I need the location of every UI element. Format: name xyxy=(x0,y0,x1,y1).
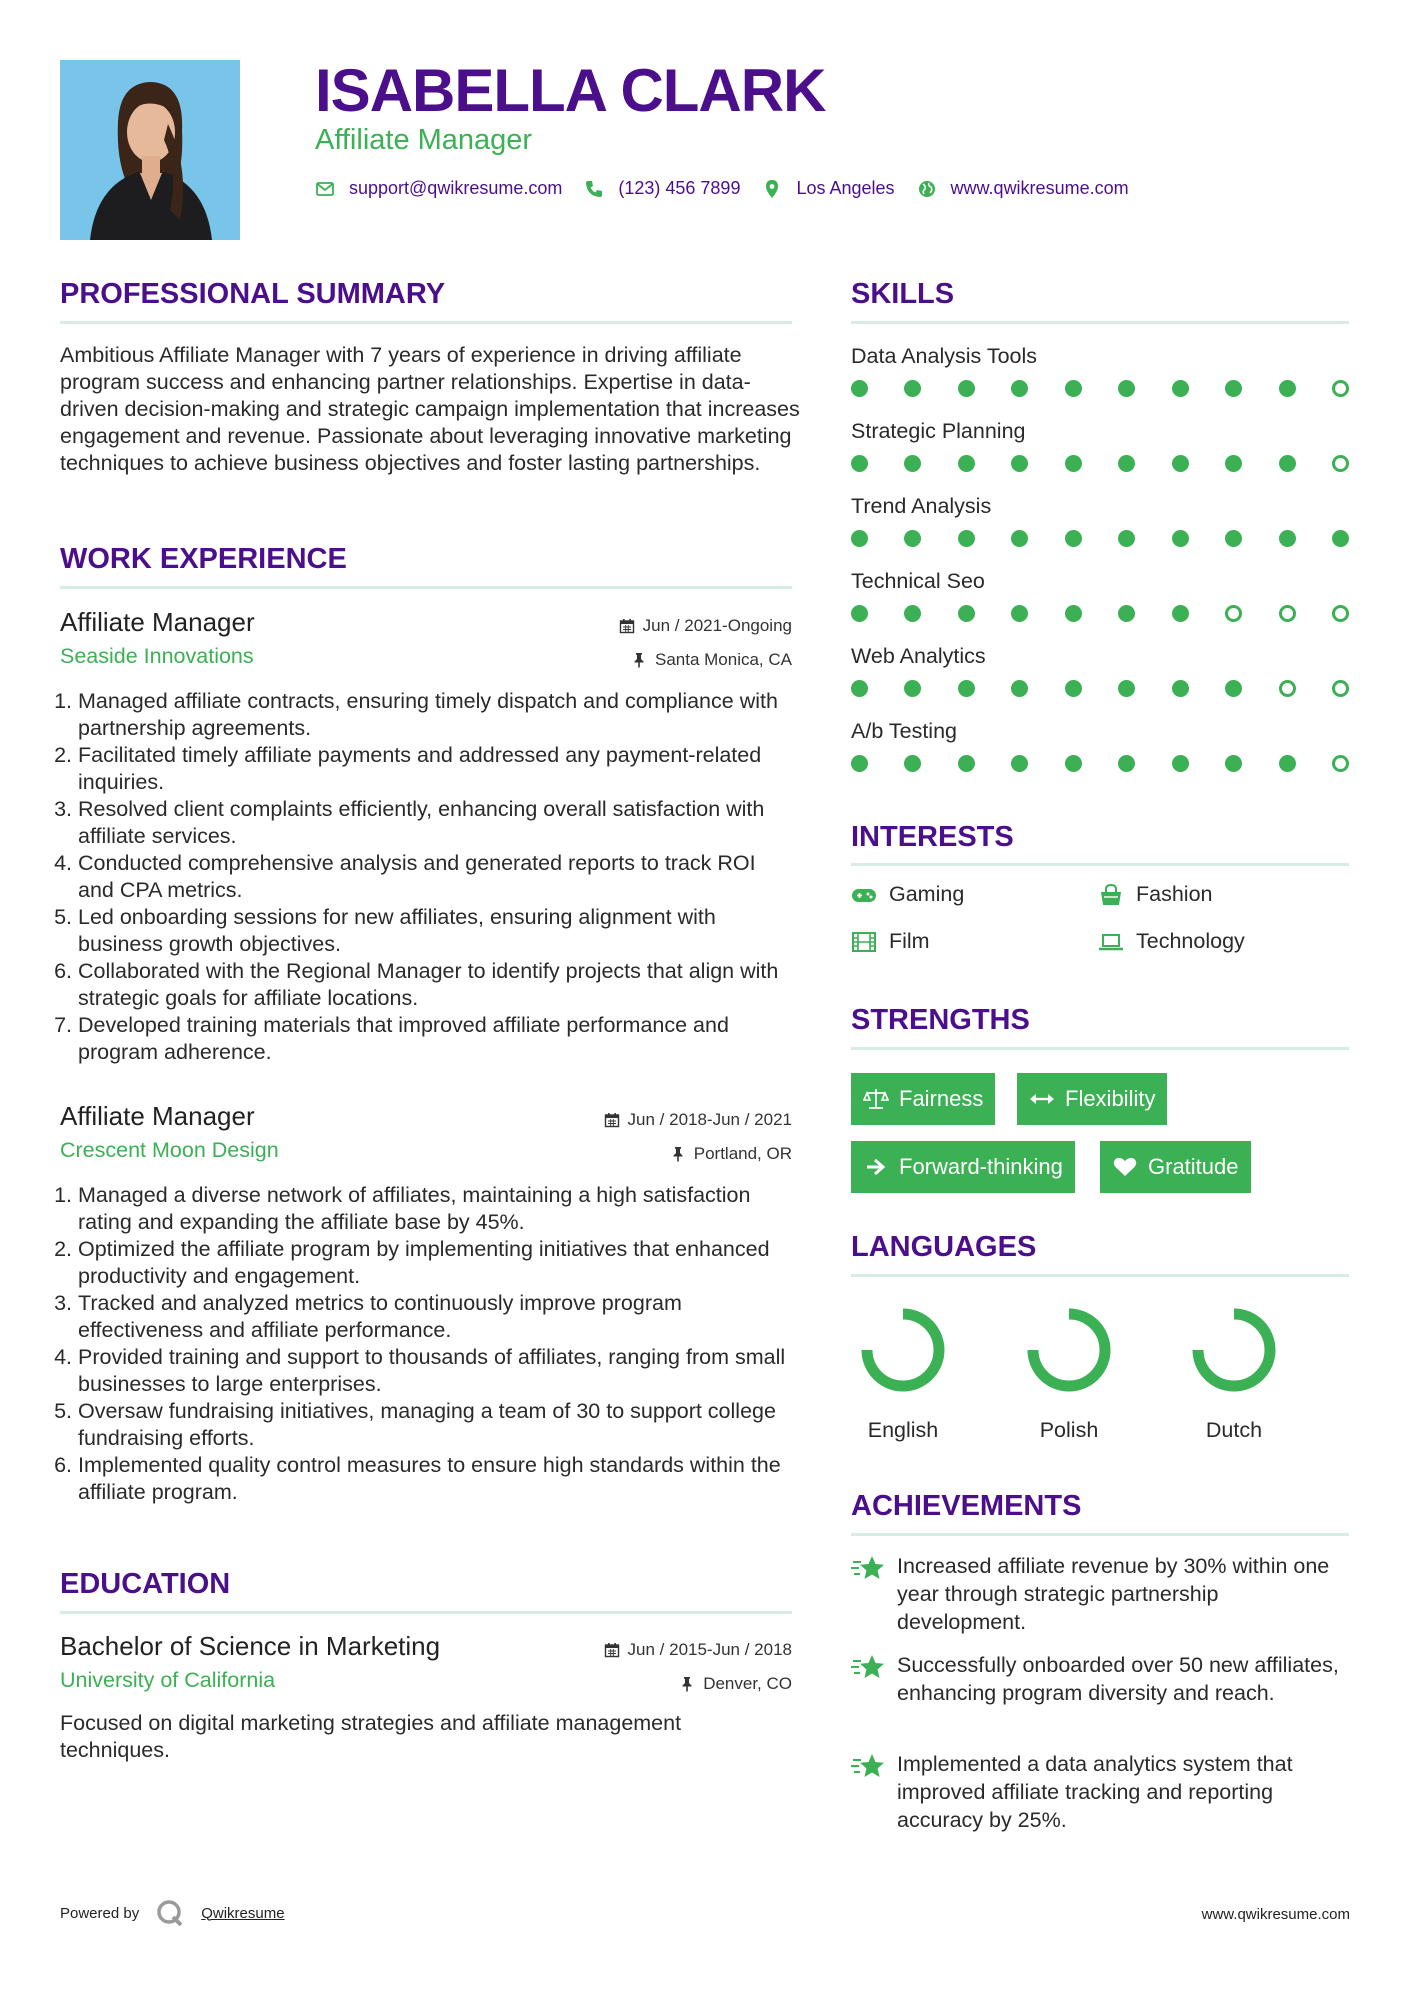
strengths-divider xyxy=(851,1047,1349,1050)
rating-dot-filled xyxy=(1279,755,1296,772)
rating-dot-filled xyxy=(1225,455,1242,472)
list-item: 4. Conducted comprehensive analysis and generated reports to track ROI and CPA metrics. xyxy=(78,850,792,904)
language-progress-ring xyxy=(853,1300,953,1400)
rating-dot-filled xyxy=(1011,605,1028,622)
interest-label: Technology xyxy=(1136,929,1245,953)
strength-label: Gratitude xyxy=(1148,1154,1239,1179)
language-item xyxy=(1009,1300,1129,1443)
contact-phone[interactable] xyxy=(584,178,740,199)
shopping-bag-icon xyxy=(1098,884,1124,906)
rating-dot-filled xyxy=(1011,530,1028,547)
language-item xyxy=(843,1300,963,1443)
rating-dot-filled xyxy=(1065,380,1082,397)
interests-divider xyxy=(851,863,1349,866)
skill-name: Trend Analysis xyxy=(851,494,992,518)
job-date xyxy=(604,1110,792,1130)
contact-phone-text: (123) 456 7899 xyxy=(618,178,741,198)
skill-name: A/b Testing xyxy=(851,719,957,743)
skill-rating xyxy=(851,605,1349,622)
strength-label: Forward-thinking xyxy=(899,1154,1063,1179)
calendar-icon xyxy=(604,1112,620,1128)
arrow-right-icon xyxy=(863,1155,889,1179)
footer-website[interactable]: www.qwikresume.com xyxy=(1201,1906,1350,1923)
job-company: Crescent Moon Design xyxy=(60,1138,279,1162)
job-bullets xyxy=(60,688,792,1066)
rating-dot-filled xyxy=(1279,530,1296,547)
rating-dot-filled xyxy=(958,755,975,772)
experience-divider xyxy=(60,586,792,589)
calendar-icon xyxy=(604,1642,620,1658)
summary-text: Ambitious Affiliate Manager with 7 years of experience in driving affiliate program success and enhancing partner relationships. Expertise in data-driven decision-making and strategic campaign implementation that increases engagement and revenue. Passionate about leveraging innovative marketing techniques to achieve business objectives and foster lasting partnerships. xyxy=(60,343,800,475)
achievement-item xyxy=(851,1552,1351,1636)
strength-label: Flexibility xyxy=(1065,1086,1156,1111)
skill-name: Data Analysis Tools xyxy=(851,344,1038,368)
rating-dot-filled xyxy=(1118,530,1135,547)
rating-dot-filled xyxy=(1332,530,1349,547)
candidate-role: Affiliate Manager xyxy=(315,124,533,156)
rating-dot-filled xyxy=(1065,605,1082,622)
rating-dot-filled xyxy=(851,755,868,772)
strength-tag-forward-thinking xyxy=(851,1141,1075,1193)
skill-rating xyxy=(851,380,1349,397)
language-progress-arc xyxy=(1198,1314,1270,1386)
skill-item xyxy=(851,492,1351,547)
job-location-text: Santa Monica, CA xyxy=(654,650,792,669)
education-date-text: Jun / 2015-Jun / 2018 xyxy=(627,1640,792,1659)
rating-dot-filled xyxy=(1118,755,1135,772)
list-item: 1. Managed affiliate contracts, ensuring timely dispatch and compliance with partnership agreements. xyxy=(78,688,792,742)
film-icon xyxy=(851,931,877,953)
footer-powered-by xyxy=(60,1898,285,1928)
skills-divider xyxy=(851,321,1349,324)
rating-dot-filled xyxy=(851,455,868,472)
achievement-item xyxy=(851,1651,1351,1707)
rating-dot-filled xyxy=(1172,455,1189,472)
achievement-text: Successfully onboarded over 50 new affiliates, enhancing program diversity and reach. xyxy=(897,1653,1339,1705)
list-item: 6. Collaborated with the Regional Manager to identify projects that align with strategic goals for affiliate locations. xyxy=(78,958,792,1012)
rating-dot-filled xyxy=(904,455,921,472)
rating-dot-filled xyxy=(851,605,868,622)
job-location-text: Portland, OR xyxy=(693,1144,792,1163)
education-school: University of California xyxy=(60,1668,276,1692)
language-progress-ring xyxy=(1184,1300,1284,1400)
language-item xyxy=(1174,1300,1294,1443)
rating-dot-filled xyxy=(1118,680,1135,697)
skill-name: Web Analytics xyxy=(851,644,986,668)
list-item: 5. Led onboarding sessions for new affiliates, ensuring alignment with business growth objectives. xyxy=(78,904,792,958)
list-item: 4. Provided training and support to thousands of affiliates, ranging from small businesses to large enterprises. xyxy=(78,1344,792,1398)
rating-dot-filled xyxy=(1172,530,1189,547)
skill-rating xyxy=(851,530,1349,547)
powered-by-text: Powered by xyxy=(60,1904,140,1922)
job-company: Seaside Innovations xyxy=(60,644,254,668)
rating-dot-filled xyxy=(904,380,921,397)
star-award-icon xyxy=(851,1554,885,1584)
skill-rating xyxy=(851,680,1349,697)
job-title: Affiliate Manager xyxy=(60,607,255,637)
job-date xyxy=(619,616,792,636)
rating-dot-filled xyxy=(1011,755,1028,772)
contact-website-text: www.qwikresume.com xyxy=(950,178,1129,198)
star-award-icon xyxy=(851,1752,885,1782)
candidate-name: ISABELLA CLARK xyxy=(315,57,826,124)
pushpin-icon xyxy=(679,1676,695,1692)
job-title: Affiliate Manager xyxy=(60,1101,255,1131)
list-item: 5. Oversaw fundraising initiatives, managing a team of 30 to support college fundraising efforts. xyxy=(78,1398,792,1452)
skill-item xyxy=(851,417,1351,472)
skill-item xyxy=(851,642,1351,697)
job-bullets xyxy=(60,1182,792,1506)
rating-dot-filled xyxy=(958,605,975,622)
education-location xyxy=(679,1674,792,1694)
rating-dot-empty xyxy=(1332,455,1349,472)
achievement-item xyxy=(851,1750,1351,1834)
skill-name: Strategic Planning xyxy=(851,419,1026,443)
contact-website[interactable] xyxy=(917,178,1129,199)
rating-dot-filled xyxy=(1225,530,1242,547)
contact-email[interactable] xyxy=(315,178,562,199)
summary-heading: PROFESSIONAL SUMMARY xyxy=(60,278,446,310)
rating-dot-filled xyxy=(1065,755,1082,772)
rating-dot-filled xyxy=(851,530,868,547)
pushpin-icon xyxy=(631,652,647,668)
experience-heading: WORK EXPERIENCE xyxy=(60,543,347,575)
language-name: Dutch xyxy=(1205,1418,1263,1442)
strength-tag-gratitude xyxy=(1100,1141,1251,1193)
heart-icon xyxy=(1112,1155,1138,1179)
education-location-text: Denver, CO xyxy=(703,1674,792,1693)
education-date xyxy=(604,1640,792,1660)
arrows-horizontal-icon xyxy=(1029,1087,1055,1111)
list-item: 3. Resolved client complaints efficiently, enhancing overall satisfaction with affiliate services. xyxy=(78,796,792,850)
rating-dot-filled xyxy=(1279,455,1296,472)
strengths-heading: STRENGTHS xyxy=(851,1004,1030,1036)
laptop-icon xyxy=(1098,931,1124,953)
rating-dot-filled xyxy=(1065,455,1082,472)
globe-icon xyxy=(917,179,937,199)
achievement-text: Implemented a data analytics system that improved affiliate tracking and reporting accuracy by 25%. xyxy=(897,1752,1293,1832)
rating-dot-filled xyxy=(904,680,921,697)
rating-dot-empty xyxy=(1332,605,1349,622)
interest-gaming xyxy=(851,882,964,907)
rating-dot-filled xyxy=(851,380,868,397)
rating-dot-empty xyxy=(1225,605,1242,622)
rating-dot-filled xyxy=(1225,380,1242,397)
list-item: 6. Implemented quality control measures to ensure high standards within the affiliate program. xyxy=(78,1452,792,1506)
strength-label: Fairness xyxy=(899,1086,984,1111)
interest-film xyxy=(851,929,930,954)
job-entry xyxy=(60,606,792,1066)
language-progress-arc xyxy=(867,1314,939,1386)
job-entry xyxy=(60,1100,792,1506)
map-pin-icon xyxy=(762,179,782,199)
rating-dot-filled xyxy=(1172,680,1189,697)
languages-divider xyxy=(851,1274,1349,1277)
contact-email-text: support@qwikresume.com xyxy=(349,178,563,198)
rating-dot-filled xyxy=(1118,605,1135,622)
skills-heading: SKILLS xyxy=(851,278,955,310)
rating-dot-filled xyxy=(1118,455,1135,472)
list-item: 3. Tracked and analyzed metrics to continuously improve program effectiveness and affiliate performance. xyxy=(78,1290,792,1344)
achievement-text: Increased affiliate revenue by 30% within one year through strategic partnership development. xyxy=(897,1554,1330,1634)
summary-divider xyxy=(60,321,792,324)
interest-label: Gaming xyxy=(889,882,965,906)
language-name: English xyxy=(867,1418,939,1442)
job-date-text: Jun / 2018-Jun / 2021 xyxy=(627,1110,792,1129)
rating-dot-filled xyxy=(1225,680,1242,697)
rating-dot-filled xyxy=(958,530,975,547)
interest-technology xyxy=(1098,929,1245,954)
job-date-text: Jun / 2021-Ongoing xyxy=(642,616,792,635)
strength-tag-flexibility xyxy=(1017,1073,1167,1125)
list-item: 2. Facilitated timely affiliate payments and addressed any payment-related inquiries. xyxy=(78,742,792,796)
skill-item xyxy=(851,717,1351,772)
rating-dot-filled xyxy=(1172,605,1189,622)
rating-dot-filled xyxy=(958,455,975,472)
skill-item xyxy=(851,567,1351,622)
profile-photo xyxy=(60,60,240,240)
list-item: 7. Developed training materials that improved affiliate performance and program adherence. xyxy=(78,1012,792,1066)
interest-fashion xyxy=(1098,882,1213,907)
rating-dot-empty xyxy=(1332,755,1349,772)
rating-dot-filled xyxy=(958,380,975,397)
rating-dot-empty xyxy=(1332,380,1349,397)
rating-dot-filled xyxy=(958,680,975,697)
language-progress-ring xyxy=(1019,1300,1119,1400)
skill-name: Technical Seo xyxy=(851,569,985,593)
skill-rating xyxy=(851,455,1349,472)
rating-dot-filled xyxy=(904,605,921,622)
education-heading: EDUCATION xyxy=(60,1568,231,1600)
rating-dot-filled xyxy=(1011,380,1028,397)
skill-item xyxy=(851,342,1351,397)
language-progress-arc xyxy=(1033,1314,1105,1386)
phone-icon xyxy=(584,179,604,199)
contact-location-text: Los Angeles xyxy=(796,178,895,198)
rating-dot-filled xyxy=(1118,380,1135,397)
interests-heading: INTERESTS xyxy=(851,821,1014,853)
rating-dot-empty xyxy=(1332,680,1349,697)
rating-dot-filled xyxy=(904,755,921,772)
rating-dot-filled xyxy=(1065,530,1082,547)
rating-dot-filled xyxy=(904,530,921,547)
balance-scale-icon xyxy=(863,1087,889,1111)
language-name: Polish xyxy=(1039,1418,1099,1442)
qwikresume-link[interactable]: Qwikresume xyxy=(201,1904,285,1922)
rating-dot-filled xyxy=(851,680,868,697)
languages-heading: LANGUAGES xyxy=(851,1231,1037,1263)
interest-label: Film xyxy=(889,929,930,953)
education-entry xyxy=(60,1630,792,1764)
achievements-divider xyxy=(851,1533,1349,1536)
education-divider xyxy=(60,1611,792,1614)
achievements-heading: ACHIEVEMENTS xyxy=(851,1490,1082,1522)
rating-dot-filled xyxy=(1279,380,1296,397)
job-location xyxy=(670,1144,792,1164)
rating-dot-filled xyxy=(1011,680,1028,697)
pushpin-icon xyxy=(670,1146,686,1162)
rating-dot-filled xyxy=(1172,755,1189,772)
qwikresume-logo-icon xyxy=(155,1898,185,1928)
envelope-icon xyxy=(315,179,335,199)
rating-dot-filled xyxy=(1225,755,1242,772)
job-location xyxy=(631,650,792,670)
contact-bar xyxy=(315,178,1151,199)
rating-dot-filled xyxy=(1172,380,1189,397)
education-degree: Bachelor of Science in Marketing xyxy=(60,1631,441,1661)
skill-rating xyxy=(851,755,1349,772)
gamepad-icon xyxy=(851,884,877,906)
interest-label: Fashion xyxy=(1136,882,1213,906)
list-item: 2. Optimized the affiliate program by implementing initiatives that enhanced productivity and engagement. xyxy=(78,1236,792,1290)
rating-dot-filled xyxy=(1065,680,1082,697)
rating-dot-empty xyxy=(1279,605,1296,622)
list-item: 1. Managed a diverse network of affiliates, maintaining a high satisfaction rating and expanding the affiliate base by 45%. xyxy=(78,1182,792,1236)
education-description: Focused on digital marketing strategies and affiliate management techniques. xyxy=(60,1711,682,1762)
contact-location xyxy=(762,178,894,199)
calendar-icon xyxy=(619,618,635,634)
star-award-icon xyxy=(851,1653,885,1683)
strength-tag-fairness xyxy=(851,1073,995,1125)
rating-dot-filled xyxy=(1011,455,1028,472)
rating-dot-empty xyxy=(1279,680,1296,697)
